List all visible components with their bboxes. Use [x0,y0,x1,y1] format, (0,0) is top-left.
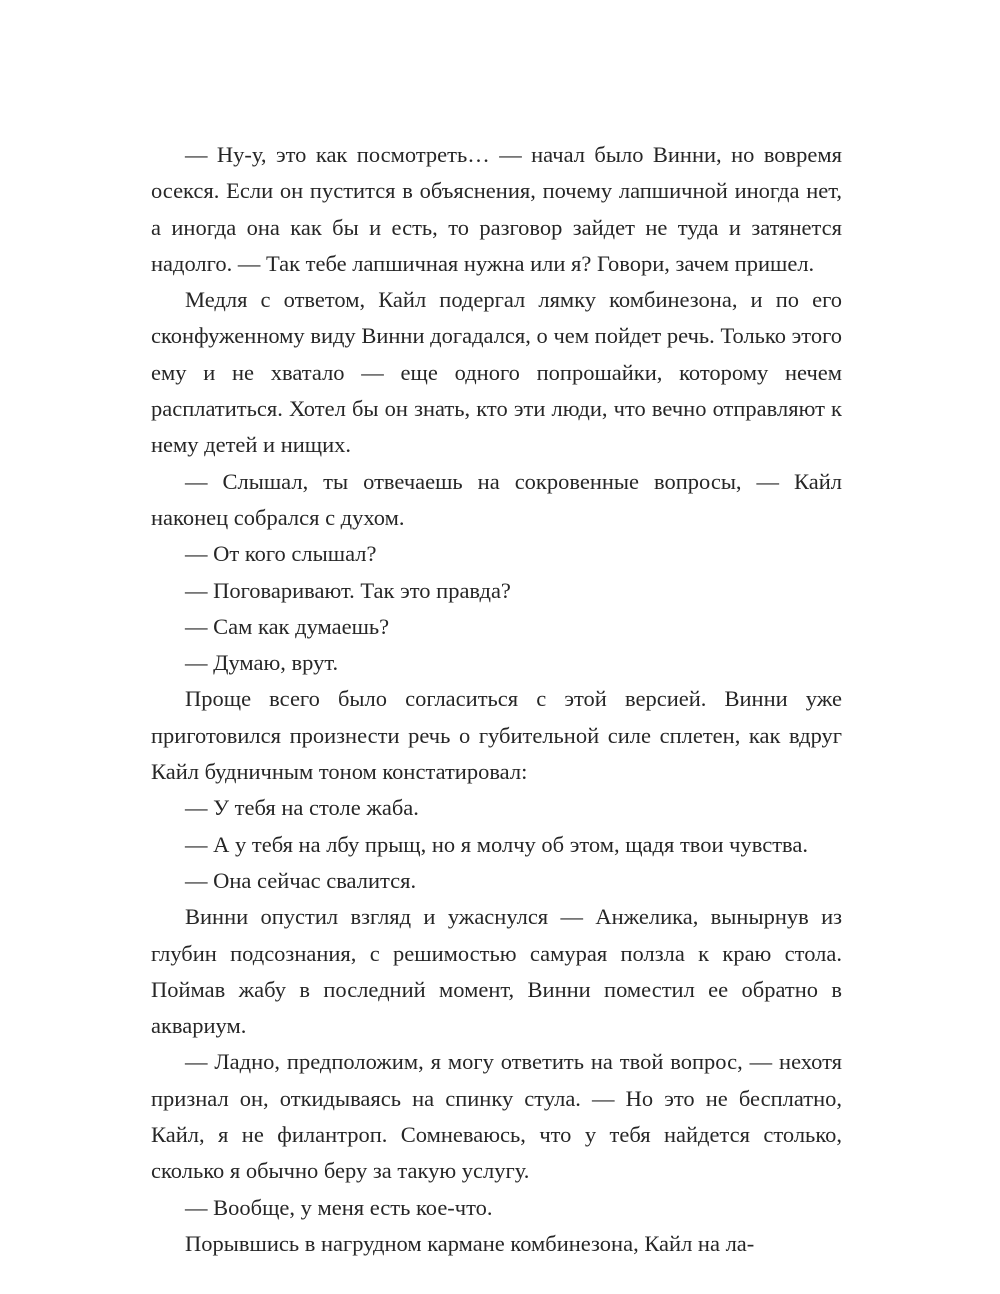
paragraph: Порывшись в нагрудном кармане комбинезона, Кайл на ла- [185,1230,755,1256]
paragraph: — А у тебя на лбу прыщ, но я молчу об этом, щадя твои чувства. [185,831,808,857]
paragraph: Медля с ответом, Кайл подергал лямку комбинезона, и по его сконфуженному виду Винни догадался, о чем пойдет речь. Только этого ему и не хватало — еще одного попрошайки, которому нечем расплатиться. Хотел бы он знать, кто эти люди, что вечно отправляют к нему детей и нищих. [151,287,842,458]
paragraph: Проще всего было согласиться с этой версией. Винни уже приготовился произнести речь о губительной силе сплетен, как вдруг Кайл будничным тоном констатировал: [151,686,842,785]
paragraph: Винни опустил взгляд и ужаснулся — Анжелика, вынырнув из глубин подсознания, с решимостью самурая ползла к краю стола. Поймав жабу в последний момент, Винни поместил ее обратно в аквариум. [151,904,842,1039]
paragraph: — От кого слышал? [185,541,377,567]
paragraph: — Она сейчас свалится. [185,867,417,893]
paragraph: — Сам как думаешь? [185,613,390,639]
paragraph: — Думаю, врут. [185,650,339,676]
paragraph: — Поговаривают. Так это правда? [185,577,511,603]
paragraph: — Вообще, у меня есть кое-что. [185,1194,493,1220]
paragraph: — Ну-у, это как посмотреть… — начал было Винни, но вовремя осекся. Если он пустится в объяснения, почему лапшичной иногда нет, а иногда она как бы и есть, то разговор зайдет не туда и затянется надолго. — Так тебе лапшичная нужна или я? Говори, зачем пришел. [151,142,842,276]
paragraph: — Ладно, предположим, я могу ответить на твой вопрос, — нехотя признал он, откидываясь на спинку стула. — Но это не бесплатно, Кайл, я не филантроп. Сомневаюсь, что у тебя найдется столько, сколько я обычно беру за такую услугу. [151,1049,842,1184]
paragraph: — У тебя на столе жаба. [185,795,419,821]
page-text [151,137,842,1262]
paragraph: — Слышал, ты отвечаешь на сокровенные вопросы, — Кайл наконец собрался с духом. [151,468,842,530]
